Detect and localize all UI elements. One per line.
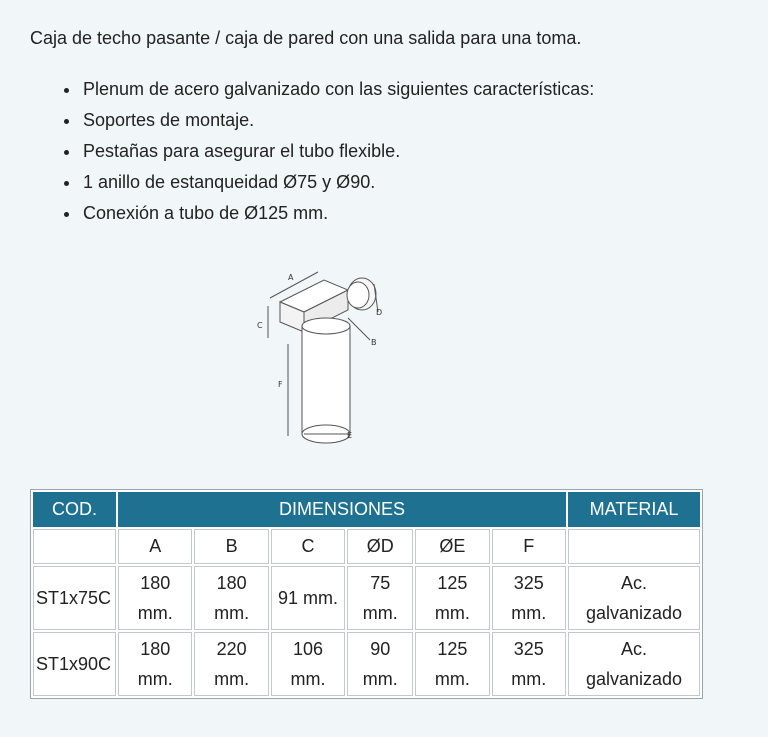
header-dimensiones: DIMENSIONES — [118, 492, 566, 527]
intro-text: Caja de techo pasante / caja de pared con una salida para una toma. — [30, 28, 582, 48]
table-subheader-row — [33, 529, 700, 564]
feature-item: • 1 anillo de estanqueidad Ø75 y Ø90. — [81, 167, 594, 198]
header-cod: COD. — [33, 492, 116, 527]
subheader-a: A — [118, 529, 192, 564]
feature-item: • Conexión a tubo de Ø125 mm. — [81, 198, 594, 229]
cell-d: 90 mm. — [347, 632, 413, 696]
table-row — [33, 566, 700, 630]
diagram-label-d: D — [376, 308, 383, 317]
feature-item: • Soportes de montaje. — [81, 105, 594, 136]
subheader-d: ØD — [347, 529, 413, 564]
subheader-empty — [568, 529, 700, 564]
dimensions-table — [30, 489, 703, 699]
cell-c: 91 mm. — [271, 566, 345, 630]
diagram-label-f: F — [278, 380, 283, 389]
subheader-empty — [33, 529, 116, 564]
cell-a: 180 mm. — [118, 566, 192, 630]
subheader-e: ØE — [415, 529, 489, 564]
cell-material: Ac. galvanizado — [568, 566, 700, 630]
diagram-label-b: B — [371, 338, 377, 347]
header-material: MATERIAL — [568, 492, 700, 527]
cell-f: 325 mm. — [492, 632, 566, 696]
cell-d: 75 mm. — [347, 566, 413, 630]
cell-material: Ac. galvanizado — [568, 632, 700, 696]
table-row — [33, 632, 700, 696]
cell-a: 180 mm. — [118, 632, 192, 696]
cell-b: 220 mm. — [194, 632, 268, 696]
cell-code: ST1x90C — [33, 632, 116, 696]
cell-b: 180 mm. — [194, 566, 268, 630]
feature-item: • Pestañas para asegurar el tubo flexible. — [81, 136, 594, 167]
cell-code: ST1x75C — [33, 566, 116, 630]
subheader-c: C — [271, 529, 345, 564]
subheader-b: B — [194, 529, 268, 564]
feature-list — [57, 74, 594, 229]
diagram-label-e: E — [347, 431, 353, 440]
cell-c: 106 mm. — [271, 632, 345, 696]
diagram-label-a: A — [288, 273, 294, 282]
table-header-row — [33, 492, 700, 527]
cell-e: 125 mm. — [415, 632, 489, 696]
subheader-f: F — [492, 529, 566, 564]
plenum-diagram — [252, 264, 392, 446]
cell-f: 325 mm. — [492, 566, 566, 630]
feature-item: • Plenum de acero galvanizado con las siguientes características: — [81, 74, 594, 105]
diagram-label-c: C — [257, 321, 263, 330]
cell-e: 125 mm. — [415, 566, 489, 630]
